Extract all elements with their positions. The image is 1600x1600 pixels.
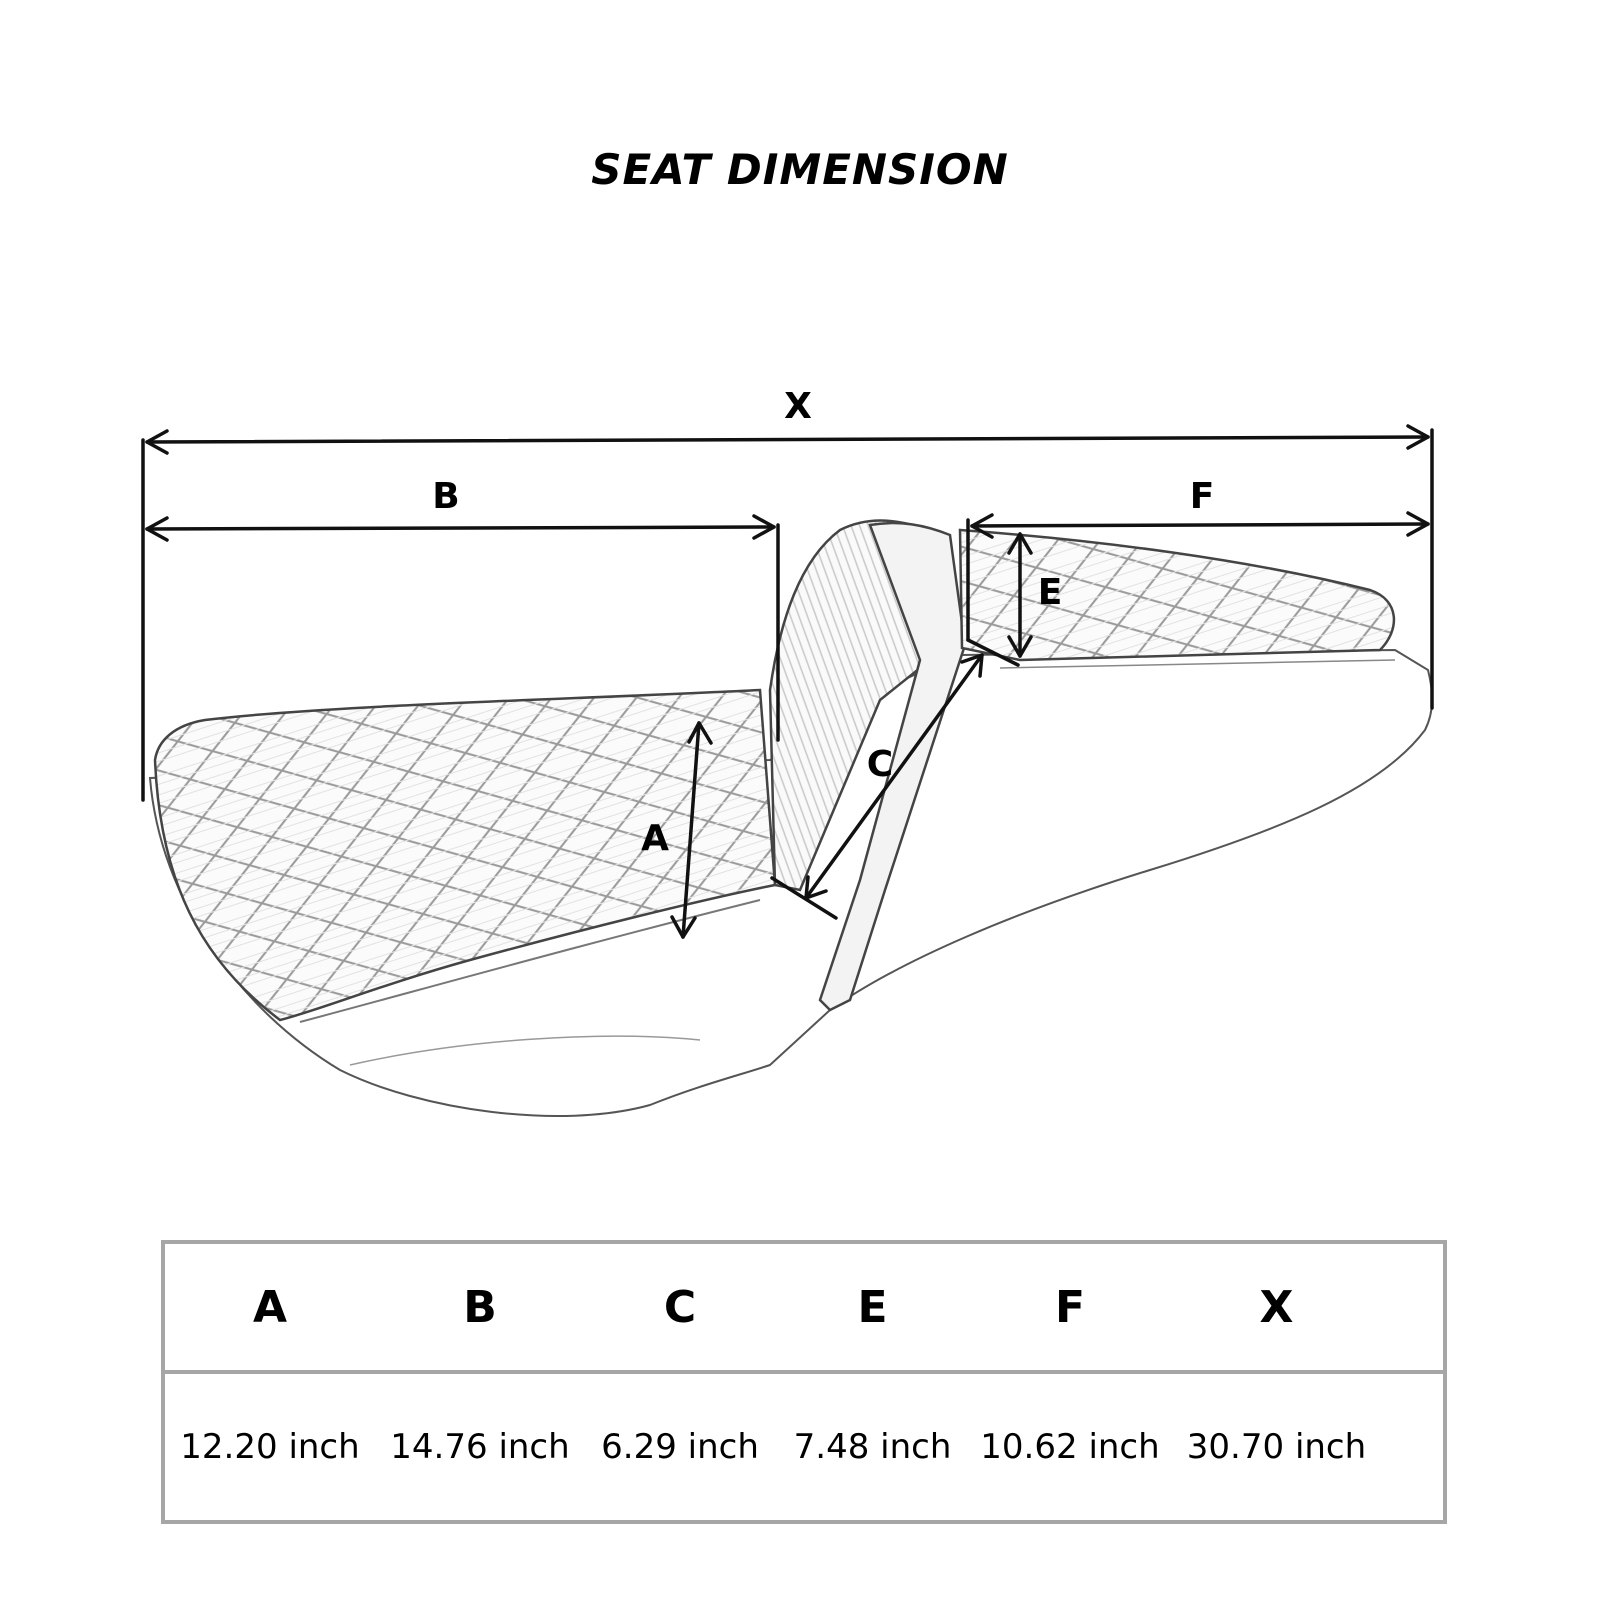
table-header-cell: A bbox=[252, 1281, 288, 1333]
table-header-cell: B bbox=[463, 1281, 497, 1333]
table-value-cell: 6.29 inch bbox=[601, 1427, 759, 1467]
table-header-cell: X bbox=[1259, 1281, 1294, 1333]
table-header-row bbox=[165, 1244, 1443, 1374]
table-value-cell: 10.62 inch bbox=[980, 1427, 1160, 1467]
dimension-label-b: B bbox=[432, 476, 460, 517]
dimension-label-f: F bbox=[1189, 476, 1215, 517]
page-title: SEAT DIMENSION bbox=[591, 145, 1009, 194]
table-value-cell: 12.20 inch bbox=[180, 1427, 360, 1467]
dimension-label-e: E bbox=[1037, 572, 1063, 613]
table-header-cell: C bbox=[663, 1281, 697, 1333]
table-row bbox=[165, 1374, 1443, 1520]
passenger-seat bbox=[960, 530, 1394, 660]
dimension-table bbox=[161, 1240, 1447, 1524]
table-value-cell: 7.48 inch bbox=[793, 1427, 952, 1467]
table-header-cell: F bbox=[1054, 1281, 1086, 1333]
table-value-cell: 14.76 inch bbox=[390, 1427, 570, 1467]
table-value-cell: 30.70 inch bbox=[1186, 1427, 1367, 1467]
table-header-cell: E bbox=[857, 1281, 888, 1333]
dimension-label-x: X bbox=[784, 386, 812, 427]
dimension-label-c: C bbox=[866, 744, 894, 785]
dimension-label-a: A bbox=[641, 818, 669, 859]
